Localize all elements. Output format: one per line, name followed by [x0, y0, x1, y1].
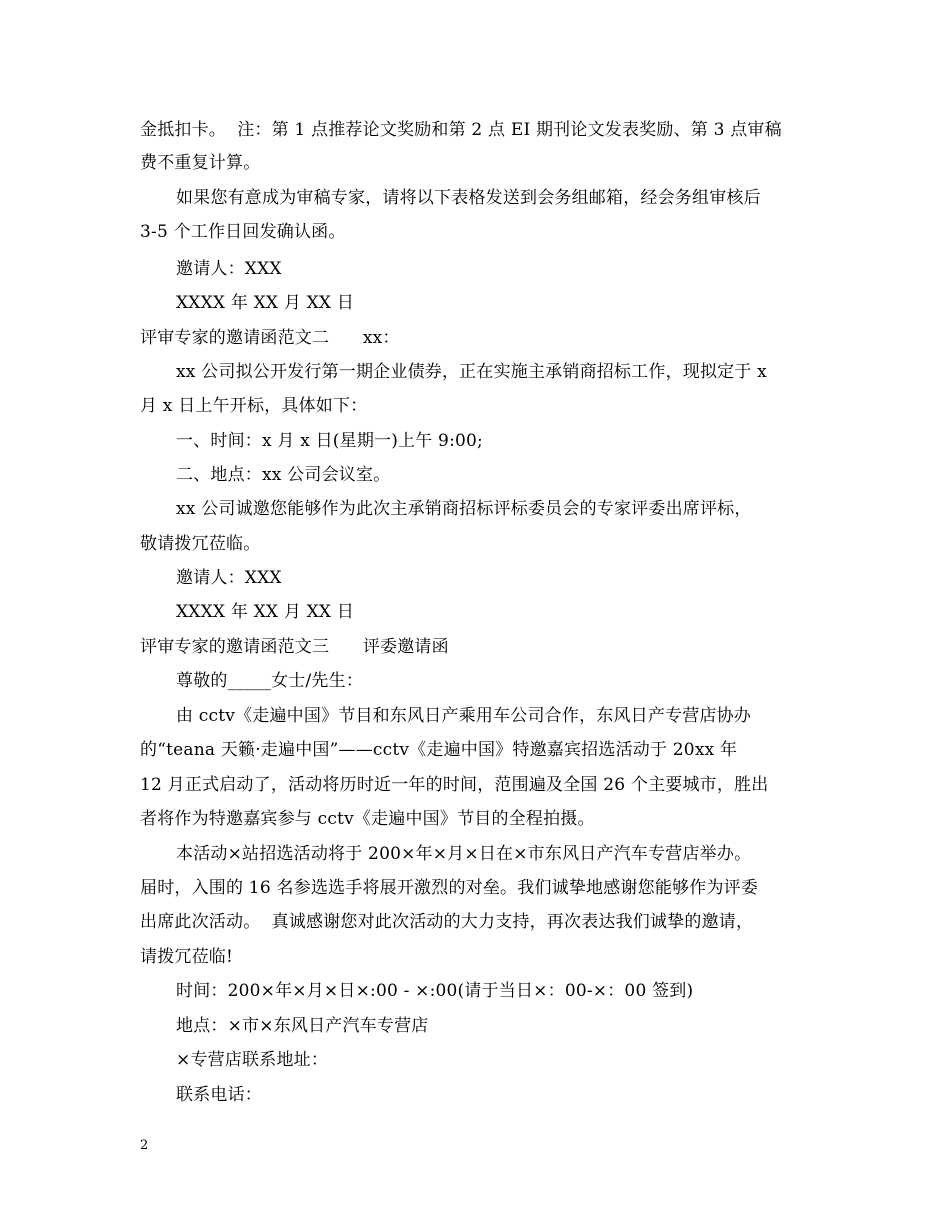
body-text-line: xx 公司诚邀您能够作为此次主承销商招标评标委员会的专家评委出席评标， [176, 499, 752, 519]
signature-date: XXXX 年 XX 月 XX 日 [176, 293, 355, 313]
body-text-line: 的“teana 天籁·走遍中国”——cctv《走遍中国》特邀嘉宾招选活动于 20xx 年 [140, 740, 738, 760]
body-text-line: 敬请拨冗莅临。 [140, 534, 261, 554]
body-text-line: 请拨冗莅临! [140, 947, 234, 967]
body-text-line: 者将作为特邀嘉宾参与 cctv《走遍中国》节目的全程拍摄。 [140, 809, 595, 829]
section-heading: 评审专家的邀请函范文三 评委邀请函 [140, 637, 449, 657]
body-text-line: 费不重复计算。 [140, 153, 261, 173]
salutation: 尊敬的_____女士/先生： [176, 671, 364, 691]
event-location: 地点：×市×东风日产汽车专营店 [176, 1016, 429, 1036]
event-time: 时间：200×年×月×日×:00 - ×:00(请于当日×：00-×：00 签到) [176, 981, 694, 1001]
contact-phone: 联系电话： [176, 1085, 262, 1105]
body-text-line: 如果您有意成为审稿专家，请将以下表格发送到会务组邮箱，经会务组审核后 [176, 188, 761, 208]
body-text-line: 由 cctv《走遍中国》节目和东风日产乘用车公司合作，东风日产专营店协办 [176, 706, 752, 726]
body-text-line: 本活动×站招选活动将于 200×年×月×日在×市东风日产汽车专营店举办。 [176, 844, 752, 864]
body-text-line: 出席此次活动。 真诚感谢您对此次活动的大力支持，再次表达我们诚挚的邀请， [140, 912, 754, 932]
page-number: 2 [140, 1138, 149, 1153]
body-text-line: xx 公司拟公开发行第一期企业债券，正在实施主承销商招标工作，现拟定于 x [176, 362, 767, 382]
contact-address: ×专营店联系地址： [176, 1050, 329, 1070]
body-text-line: 月 x 日上午开标，具体如下： [140, 396, 368, 416]
body-text-line: 二、地点：xx 公司会议室。 [176, 465, 391, 485]
section-heading: 评审专家的邀请函范文二 xx： [140, 328, 400, 348]
body-text-line: 届时，入围的 16 名参选选手将展开激烈的对垒。我们诚挚地感谢您能够作为评委 [140, 878, 759, 898]
signature-date: XXXX 年 XX 月 XX 日 [176, 602, 355, 622]
signature-inviter: 邀请人：XXX [176, 259, 282, 279]
body-text-line: 金抵扣卡。 注：第 1 点推荐论文奖励和第 2 点 EI 期刊论文发表奖励、第 3 点审稿 [140, 120, 782, 140]
body-text-line: 一、时间：x 月 x 日(星期一)上午 9:00; [176, 431, 483, 451]
body-text-line: 12 月正式启动了，活动将历时近一年的时间，范围遍及全国 26 个主要城市，胜出 [140, 775, 769, 795]
body-text-line: 3-5 个工作日回发确认函。 [140, 222, 346, 242]
signature-inviter: 邀请人：XXX [176, 568, 282, 588]
